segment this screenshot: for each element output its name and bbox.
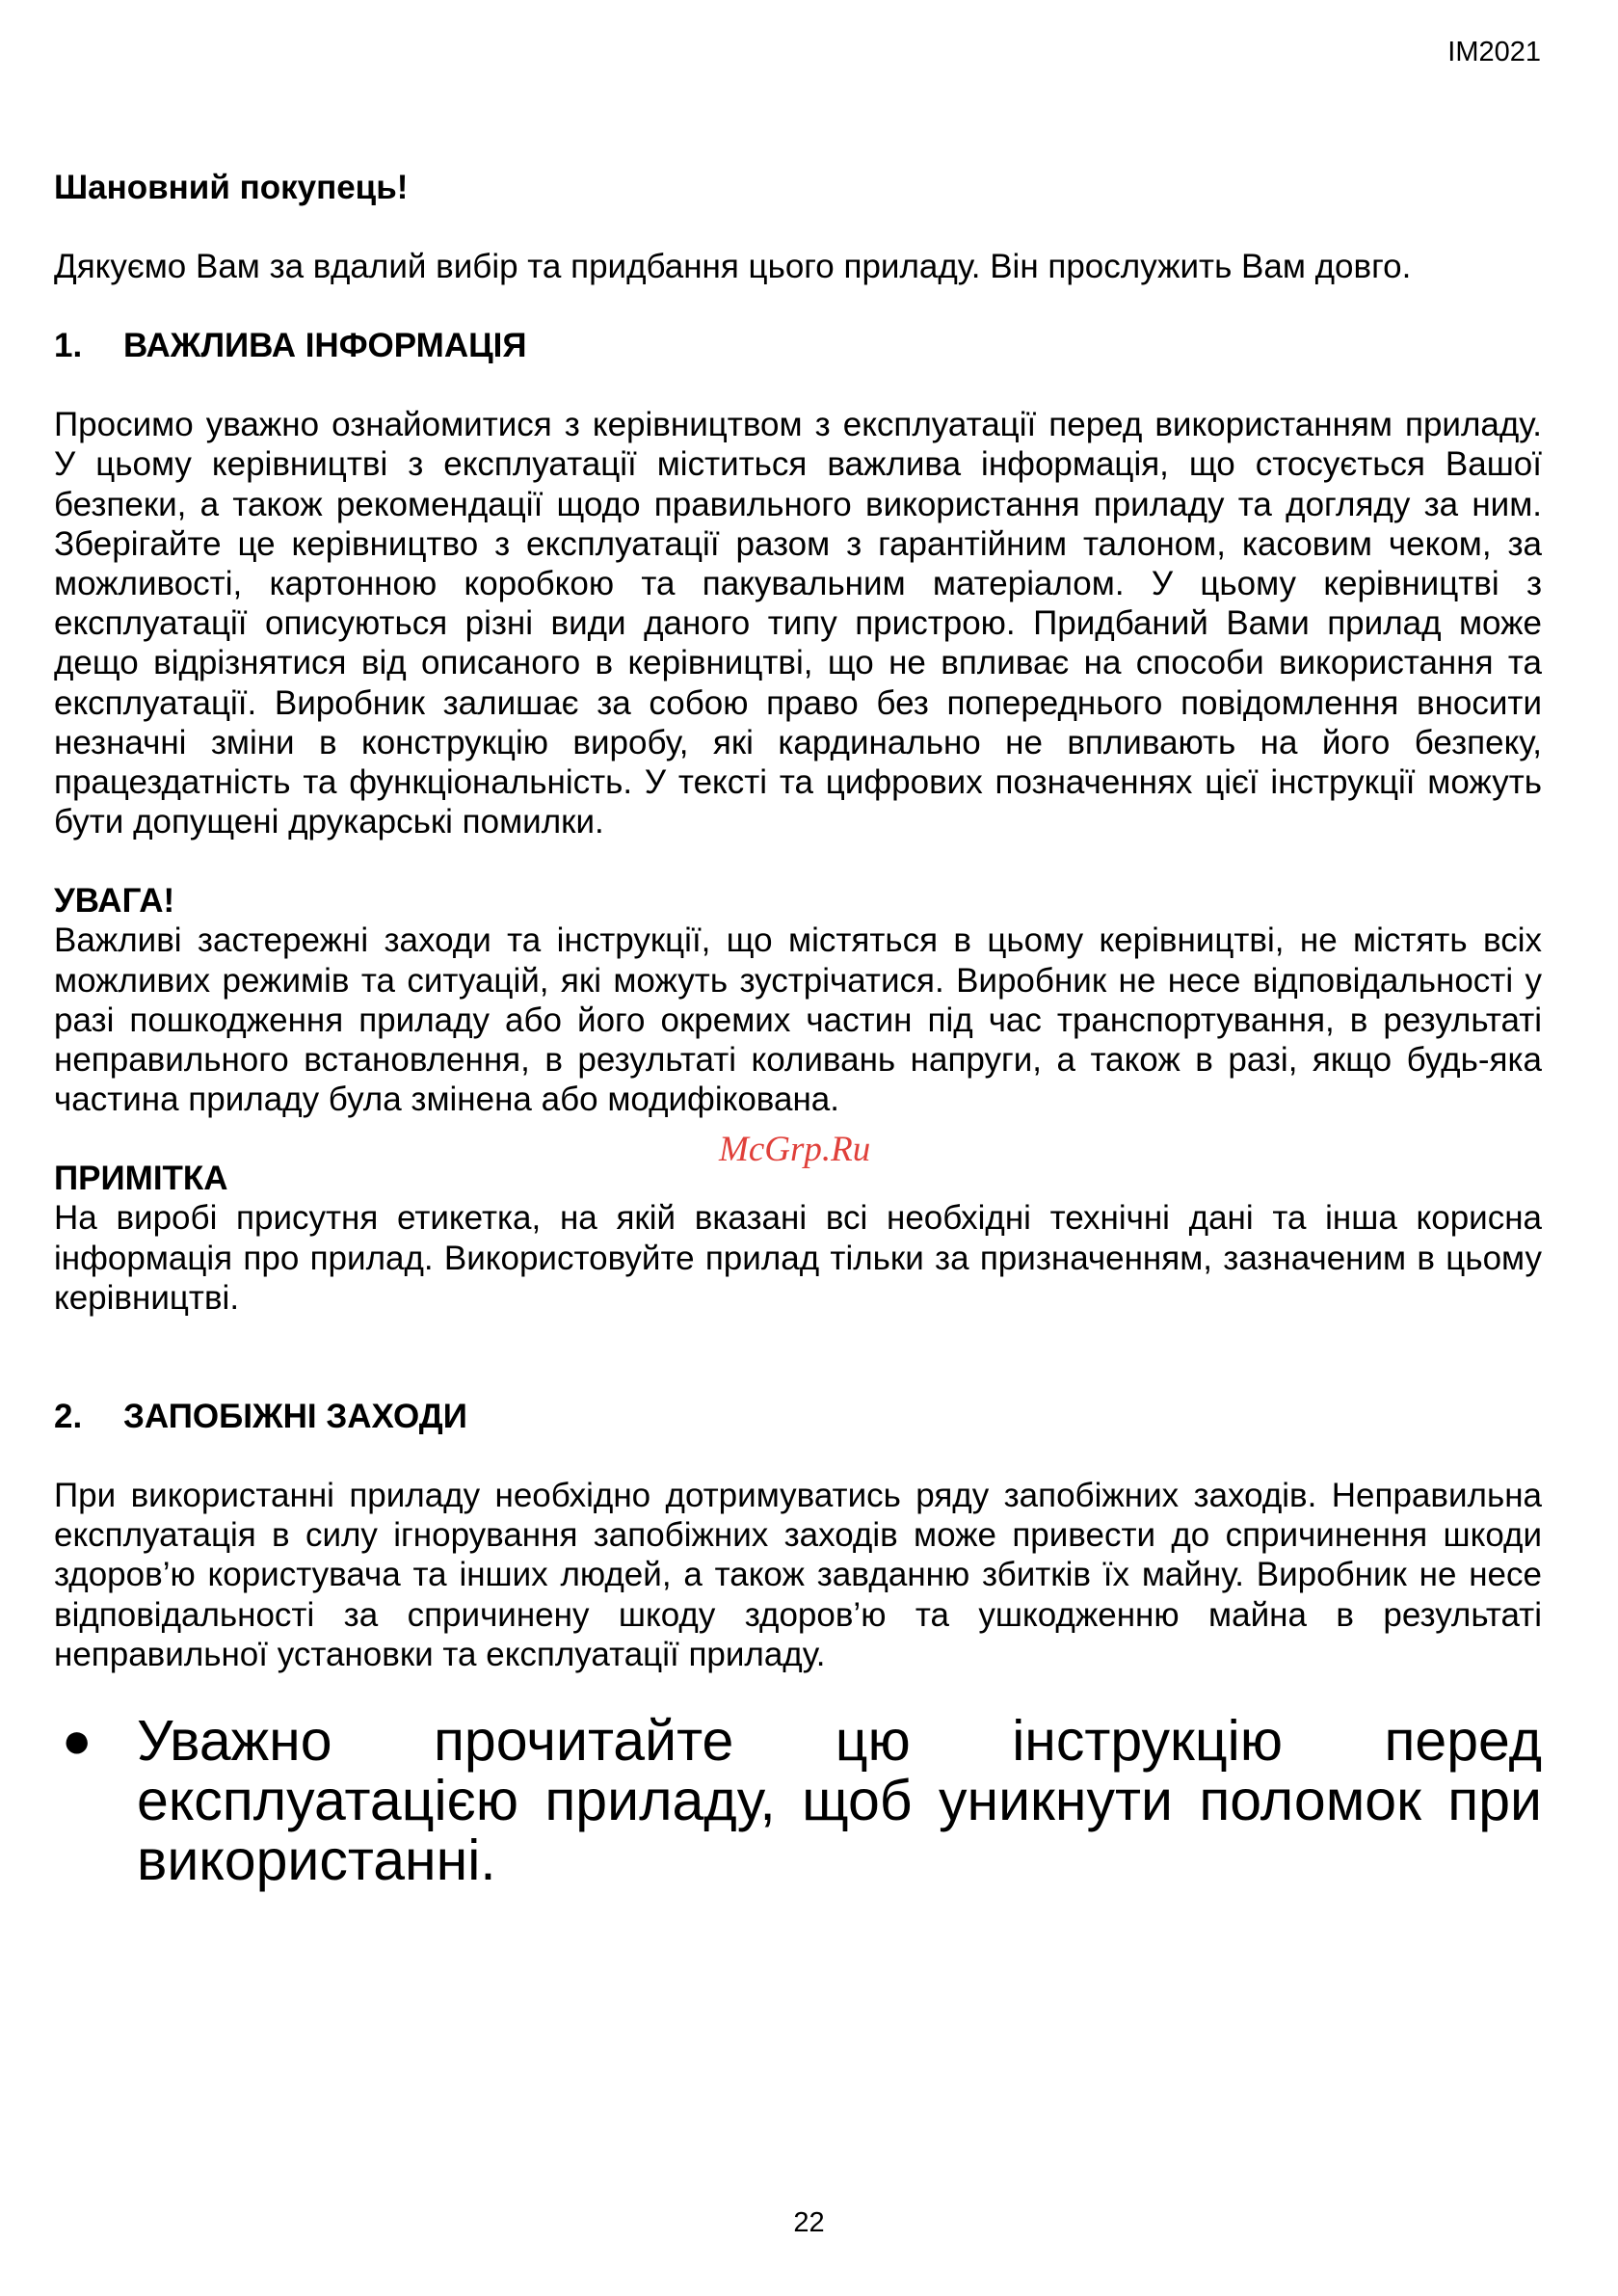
document-model-code: IM2021 — [1447, 37, 1541, 67]
greeting: Шановний покупець! — [54, 169, 409, 206]
bullet-text: Уважно прочитайте цю інструкцію перед експлуатацією приладу, щоб уникнути поломок при використанні. — [137, 1709, 1542, 1893]
section-1-title: ВАЖЛИВА ІНФОРМАЦІЯ — [123, 327, 527, 365]
section-2-number: 2. — [54, 1398, 83, 1436]
warning-label: УВАГА! — [54, 882, 175, 921]
intro-paragraph: Дякуємо Вам за вдалий вибір та придбання цього приладу. Він прослужить Вам довго. — [54, 248, 1412, 285]
section-2-title: ЗАПОБІЖНІ ЗАХОДИ — [123, 1398, 467, 1436]
note-label: ПРИМІТКА — [54, 1160, 228, 1198]
warning-text: Важливі застережні заходи та інструкції, що містяться в цьому керівництві, не містять всіх можливих режимів та ситуацій, які можуть зустрічатися. Виробник не несе відповідальності у разі пошкодження приладу або його окремих частин під час транспортування, в результаті неправильного встановлення, в результаті коливань напруги, а також в разі, якщо будь-яка частина приладу була змінена або модифікована. — [54, 921, 1542, 1119]
note-text: На виробі присутня етикетка, на якій вказані всі необхідні технічні дані та інша корисна інформація про прилад. Використовуйте прилад тільки за призначенням, зазначеним в цьому керівництві. — [54, 1199, 1542, 1317]
section-1-paragraph: Просимо уважно ознайомитися з керівництвом з експлуатації перед використанням приладу. У цьому керівництві з експлуатації міститься важлива інформація, що стосується Вашої безпеки, а також рекомендації щодо правильного використання приладу та догляду за ним. Зберігайте це керівництво з експлуатації разом з гарантійним талоном, касовим чеком, за можливості, картонною коробкою та пакувальним матеріалом. У цьому керівництві з експлуатації описуються різні види даного типу пристрою. Придбаний Вами прилад може дещо відрізнятися від описаного в керівництві, що не впливає на способи використання та експлуатації. Виробник залишає за собою право без попереднього повідомлення вносити незначні зміни в конструкцію виробу, які кардинально не впливають на його безпеку, працездатність та функціональність. У тексті та цифрових позначеннях цієї інструкції можуть бути допущені друкарські помилки. — [54, 406, 1542, 841]
page-number: 22 — [793, 2207, 825, 2238]
bullet-icon: ● — [62, 1713, 93, 1770]
section-2-paragraph: При використанні приладу необхідно дотримуватись ряду запобіжних заходів. Неправильна експлуатація в силу ігнорування запобіжних заходів може привести до спричинення шкоди здоров’ю користувача та інших людей, а також завданню збитків їх майну. Виробник не несе відповідальності за спричинену шкоду здоров’ю та ушкодженню майна в результаті неправильної установки та експлуатації приладу. — [54, 1477, 1542, 1673]
section-1-number: 1. — [54, 327, 83, 365]
section-1-heading — [54, 326, 1542, 365]
watermark: McGrp.Ru — [719, 1130, 871, 1169]
bullet-item — [54, 1709, 1542, 1893]
section-2-heading — [54, 1397, 1542, 1436]
document-body — [54, 168, 1542, 1893]
